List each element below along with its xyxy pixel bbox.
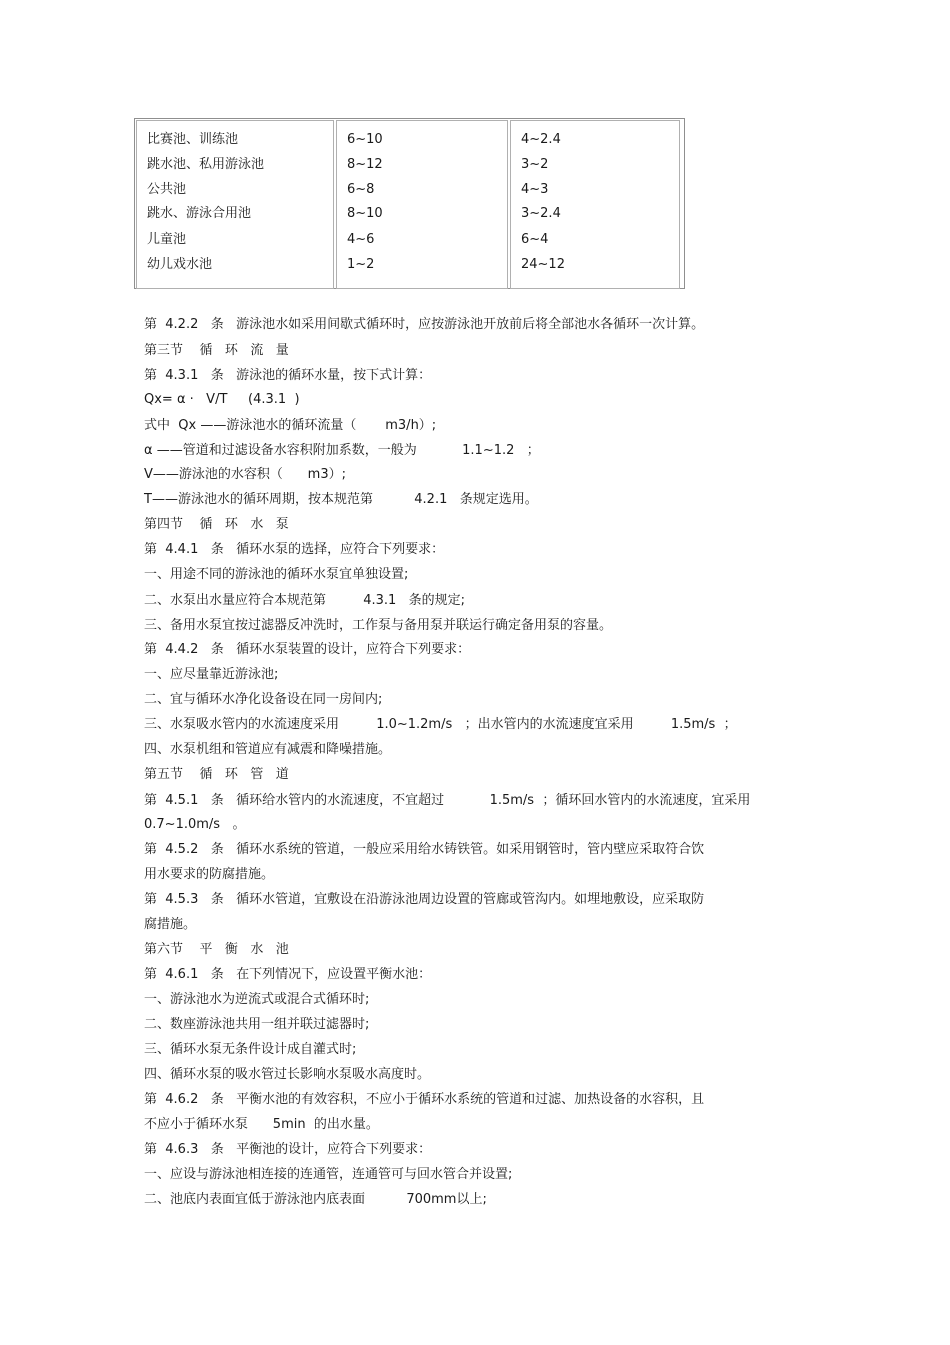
text-line: 三、备用水泵宜按过滤器反冲洗时，工作泵与备用泵并联运行确定备用泵的容量。 <box>144 618 613 633</box>
table-cell: 4~3 <box>521 182 549 197</box>
text-line: V——游泳池的水容积（ m3）; <box>144 467 347 482</box>
table-cell: 6~10 <box>347 132 383 147</box>
text-line: 用水要求的防腐措施。 <box>144 867 275 882</box>
text-line: 二、数座游泳池共用一组并联过滤器时; <box>144 1017 370 1032</box>
section-heading: 第五节 循 环 管 道 <box>144 767 289 782</box>
text-line: 一、用途不同的游泳池的循环水泵宜单独设置; <box>144 567 409 582</box>
section-heading: 第四节 循 环 水 泵 <box>144 517 289 532</box>
section-heading: 第六节 平 衡 水 池 <box>144 942 289 957</box>
text-line: 第 4.4.2 条 循环水泵装置的设计，应符合下列要求： <box>144 642 471 657</box>
text-line: 二、水泵出水量应符合本规范第 4.3.1 条的规定; <box>144 593 466 608</box>
text-line: T——游泳池水的循环周期，按本规范第 4.2.1 条规定选用。 <box>144 492 538 507</box>
text-line: 第 4.5.1 条 循环给水管内的水流速度，不宜超过 1.5m/s ；循环回水管内的水流速度，宜采用 <box>144 793 751 808</box>
text-line: 第 4.6.3 条 平衡池的设计，应符合下列要求： <box>144 1142 432 1157</box>
text-line: 0.7~1.0m/s 。 <box>144 817 246 832</box>
text-line: 第 4.3.1 条 游泳池的循环水量，按下式计算： <box>144 368 432 383</box>
table-column-period <box>336 120 508 289</box>
text-line: α ——管道和过滤设备水容积附加系数，一般为 1.1~1.2 ； <box>144 443 540 458</box>
table-cell: 跳水、游泳合用池 <box>147 206 252 221</box>
text-line: 四、循环水泵的吸水管过长影响水泵吸水高度时。 <box>144 1067 431 1082</box>
table-cell: 3~2.4 <box>521 206 561 221</box>
text-line: 一、应尽量靠近游泳池; <box>144 667 279 682</box>
table-cell: 幼儿戏水池 <box>147 257 213 272</box>
text-line: 腐措施。 <box>144 917 197 932</box>
table-cell: 跳水池、私用游泳池 <box>147 157 265 172</box>
table-cell: 8~10 <box>347 206 383 221</box>
text-line: 第 4.2.2 条 游泳池水如采用间歇式循环时，应按游泳池开放前后将全部池水各循环一次计算。 <box>144 317 705 332</box>
text-line: 第 4.5.3 条 循环水管道，宜敷设在沿游泳池周边设置的管廊或管沟内。如埋地敷设，应采取防 <box>144 892 705 907</box>
table-cell: 6~8 <box>347 182 375 197</box>
table-cell: 儿童池 <box>147 232 187 247</box>
text-line: 二、池底内表面宜低于游泳池内底表面 700mm以上; <box>144 1192 487 1207</box>
formula-line: Qx= α · V/T (4.3.1 ) <box>144 392 300 407</box>
text-line: 第 4.6.2 条 平衡水池的有效容积，不应小于循环水系统的管道和过滤、加热设备的水容积，且 <box>144 1092 705 1107</box>
text-line: 式中 Qx ——游泳池水的循环流量（ m3/h）; <box>144 418 437 433</box>
text-line: 第 4.4.1 条 循环水泵的选择，应符合下列要求： <box>144 542 445 557</box>
text-line: 二、宜与循环水净化设备设在同一房间内; <box>144 692 383 707</box>
circulation-period-table <box>134 118 685 289</box>
table-cell: 3~2 <box>521 157 549 172</box>
text-line: 三、循环水泵无条件设计成自灌式时; <box>144 1042 357 1057</box>
table-column-cycles <box>510 120 680 289</box>
table-cell: 24~12 <box>521 257 565 272</box>
text-line: 一、应设与游泳池相连接的连通管，连通管可与回水管合并设置; <box>144 1167 513 1182</box>
table-cell: 6~4 <box>521 232 549 247</box>
table-cell: 8~12 <box>347 157 383 172</box>
table-cell: 4~6 <box>347 232 375 247</box>
text-line: 四、水泵机组和管道应有减震和降噪措施。 <box>144 742 392 757</box>
table-cell: 1~2 <box>347 257 375 272</box>
table-cell: 4~2.4 <box>521 132 561 147</box>
text-line: 第 4.5.2 条 循环水系统的管道，一般应采用给水铸铁管。如采用钢管时，管内壁应采取符合饮 <box>144 842 705 857</box>
text-line: 三、水泵吸水管内的水流速度采用 1.0~1.2m/s ；出水管内的水流速度宜采用 1.5m/s ； <box>144 717 737 732</box>
section-heading: 第三节 循 环 流 量 <box>144 343 289 358</box>
text-line: 第 4.6.1 条 在下列情况下，应设置平衡水池： <box>144 967 432 982</box>
text-line: 不应小于循环水泵 5min 的出水量。 <box>144 1117 379 1132</box>
table-column-pool-type <box>136 120 334 289</box>
table-cell: 比赛池、训练池 <box>147 132 239 147</box>
table-cell: 公共池 <box>147 182 187 197</box>
text-line: 一、游泳池水为逆流式或混合式循环时; <box>144 992 370 1007</box>
